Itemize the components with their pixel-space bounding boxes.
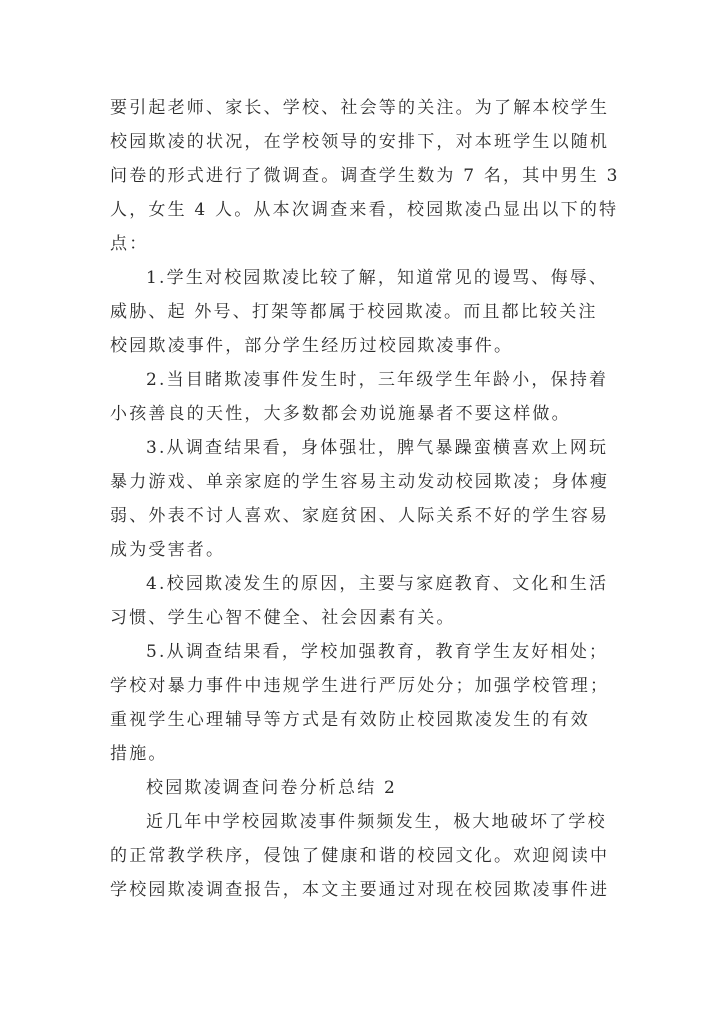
text-line: 的正常教学秩序，侵蚀了健康和谐的校园文化。欢迎阅读中 xyxy=(110,846,610,866)
text-line: 学校对暴力事件中违规学生进行严厉处分；加强学校管理； xyxy=(110,676,610,696)
text-line: 弱、外表不讨人喜欢、家庭贫困、人际关系不好的学生容易 xyxy=(110,506,610,526)
text-line: 威胁、起 外号、打架等都属于校园欺凌。而且都比较关注 xyxy=(110,302,598,322)
text-line: 校园欺凌事件，部分学生经历过校园欺凌事件。 xyxy=(110,336,514,356)
text-line: 习惯、学生心智不健全、社会因素有关。 xyxy=(110,608,456,628)
text-line: 成为受害者。 xyxy=(110,540,226,560)
text-line: 问卷的形式进行了微调查。调查学生数为 7 名，其中男生 3 xyxy=(110,166,620,186)
text-line: 要引起老师、家长、学校、社会等的关注。为了解本校学生 xyxy=(110,98,610,118)
text-line: 措施。 xyxy=(110,744,168,764)
text-line: 人，女生 4 人。从本次调查来看，校园欺凌凸显出以下的特 xyxy=(110,200,619,220)
list-item-4: 4.校园欺凌发生的原因，主要与家庭教育、文化和生活 xyxy=(146,574,609,594)
paragraph-start: 近几年中学校园欺凌事件频频发生，极大地破坏了学校 xyxy=(146,812,607,832)
text-line: 重视学生心理辅导等方式是有效防止校园欺凌发生的有效 xyxy=(110,710,590,730)
list-item-3: 3.从调查结果看，身体强壮，脾气暴躁蛮横喜欢上网玩 xyxy=(146,438,609,458)
list-item-2: 2.当目睹欺凌事件发生时，三年级学生年龄小，保持着 xyxy=(146,370,609,390)
text-line: 暴力游戏、单亲家庭的学生容易主动发动校园欺凌；身体瘦 xyxy=(110,472,610,492)
list-item-5: 5.从调查结果看，学校加强教育，教育学生友好相处； xyxy=(146,642,609,662)
text-line: 学校园欺凌调查报告，本文主要通过对现在校园欺凌事件进 xyxy=(110,880,610,900)
list-item-1: 1.学生对校园欺凌比较了解，知道常见的谩骂、侮辱、 xyxy=(146,268,609,288)
section-heading: 校园欺凌调查问卷分析总结 2 xyxy=(146,778,398,798)
text-line: 点： xyxy=(110,234,149,254)
text-line: 校园欺凌的状况，在学校领导的安排下，对本班学生以随机 xyxy=(110,132,610,152)
text-line: 小孩善良的天性，大多数都会劝说施暴者不要这样做。 xyxy=(110,404,571,424)
